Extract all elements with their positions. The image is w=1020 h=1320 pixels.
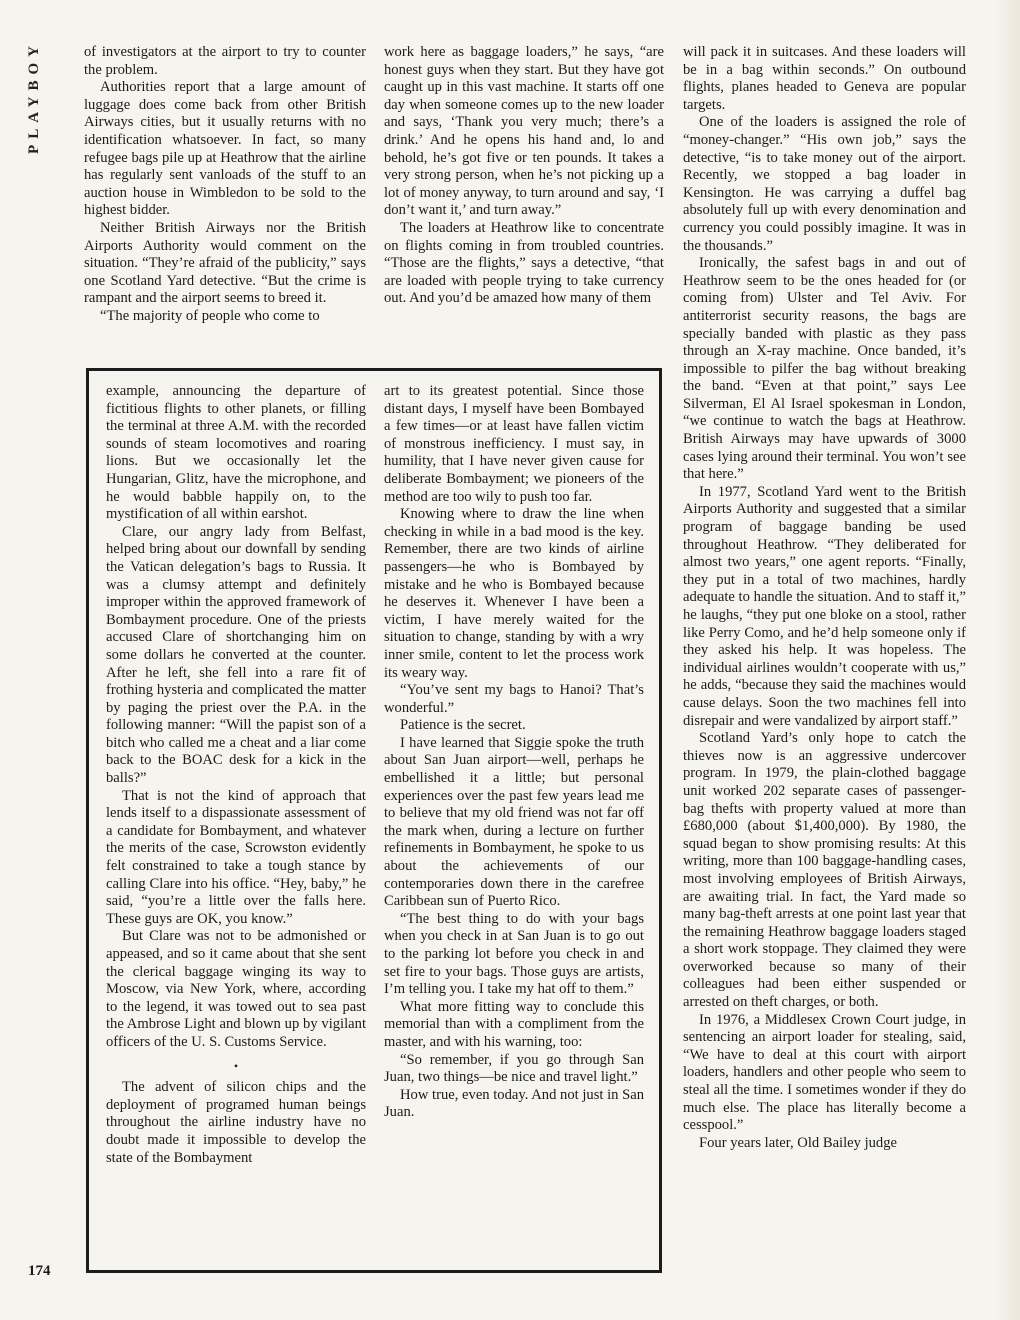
paragraph: That is not the kind of approach that lends itself to a dispassionate assessment of a candidate for Bombayment, and whatever the merits of the case, Scrowston evidently felt constrained to take a tough stance by calling Clare into his office. “Hey, baby,” he said, “you’re a little over the falls here. These guys are OK, you know.” [106,787,366,927]
paragraph: “You’ve sent my bags to Hanoi? That’s wonderful.” [384,682,644,716]
paragraph: Four years later, Old Bailey judge [699,1134,897,1151]
section-break-bullet: • [233,1058,239,1073]
paragraph: In 1977, Scotland Yard went to the British Airports Authority and suggested that a similar program of baggage banding be used throughout Heathrow. “They deliberated for almost two years,” one agent reports. “Finally, they put in a total of two machines, hardly adequate to handle the situation. And to staff it,” he laughs, “they put one bloke on a stool, rather like Perry Como, and he’d help someone only if they asked his help. It was hopeless. The individual airlines wouldn’t cooperate with us,” he adds, “because they said the machines would cause delays. Soon the two machines fell into disrepair and were vandalized by airport staff.” [683,483,966,729]
top-column-2 [384,44,664,308]
sidebar-column-2 [384,383,644,1122]
paragraph: “So remember, if you go through San Juan, two things—be nice and travel light.” [384,1051,644,1086]
paragraph: What more fitting way to conclude this memorial than with a compliment from the master, and with his warning, too: [384,998,644,1050]
page-edge [996,0,1020,1320]
paragraph: Knowing where to draw the line when checking in while in a bad mood is the key. Remember, there are two kinds of airline passengers—he who is Bombayed by mistake and he who is Bombayed because he deserves it. Whenever I have been a victim, I have merely waited for the situation to change, standing by with a wry inner smile, content to let the process work its weary way. [384,506,644,681]
paragraph: The loaders at Heathrow like to concentrate on flights coming in from troubled countries. “Those are the flights,” says a detective, “that are loaded with people trying to take currency out. And you’d be amazed how many of them [384,219,664,307]
paragraph: work here as baggage loaders,” he says, “are honest guys when they start. But they have got caught up in this vast machine. It starts off one day when someone comes up to the new loader and says, ‘Thank you very much; there’s a drink.’ And he opens his hand and, lo and behold, he’s got five or ten pounds. It takes a very strong person, when he’s not picking up a lot of money anyway, to turn around and say, ‘I don’t want it,’ and turn away.” [384,44,664,219]
paragraph: “The best thing to do with your bags when you check in at San Juan is to go out to the parking lot before you check in and set fire to your bags. Those guys are artists, I’m telling you. I take my hat off to them.” [384,910,644,998]
paragraph: Authorities report that a large amount of luggage does come back from other British Airways cities, but it usually returns with no identification whatsoever. In fact, so many refugee bags pile up at Heathrow that the airline has regularly sent vanloads of the stuff to an auction house in Wimbledon to be sold to the highest bidder. [84,79,366,219]
paragraph: Scotland Yard’s only hope to catch the thieves now is an aggressive undercover program. In 1979, the plain-clothed baggage unit worked 202 separate cases of passenger-bag thefts with property valued at more than £680,000 (about $1,400,000). By 1980, the squad began to show promising results: At this writing, more than 100 baggage-handling cases, most involving employees of British Airways, are awaiting trial. In fact, the Yard made so many bag-theft arrests at one point last year that the remaining Heathrow baggage loaders staged a short work stoppage. They claimed they were overworked because so many of their colleagues had been either suspended or arrested on theft charges, or both. [683,730,966,1011]
paragraph: will pack it in suitcases. And these loaders will be in a bag within seconds.” On outbound flights, planes headed to Geneva are popular targets. [683,44,966,113]
paragraph: How true, even today. And not just in San Juan. [384,1086,644,1121]
paragraph: Ironically, the safest bags in and out of Heathrow seem to be the ones headed for (or coming from) Ulster and Tel Aviv. For antiterrorist security reasons, the bags are specially banded with plastic as they pass through an X-ray machine. Once banded, it’s impossible to pilfer the bag without breaking the band. “Even at that point,” says Lee Silverman, El Al Israel spokesman in London, “we continue to watch the bags at Heathrow. British Airways may have upwards of 3000 cases lying around their terminal. You won’t see that here.” [683,255,966,483]
paragraph: of investigators at the airport to try to counter the problem. [84,44,366,78]
paragraph: Neither British Airways nor the British Airports Authority would comment on the situation. “They’re afraid of the publicity,” says one Scotland Yard detective. “But the crime is rampant and the airport seems to breed it. [84,219,366,307]
paragraph: One of the loaders is assigned the role of “money-changer.” “His own job,” says the detective, “is to take money out of the airport. Recently, we stopped a bag loader in Kensington. He was carrying a duffel bag absolutely full up with every denomination and currency you could possibly imagine. It was in the thousands.” [683,114,966,254]
top-column-1 [84,44,366,326]
right-column [683,44,966,1152]
paragraph: The advent of silicon chips and the deployment of programed human beings throughout the airline industry have no doubt made it impossible to develop the state of the Bombayment [106,1079,366,1166]
paragraph: I have learned that Siggie spoke the truth about San Juan airport—well, perhaps he embellished it a little; but personal experiences over the past few years lead me to believe that my old friend was not far off the mark when, during a lecture on further refinements in Bombayment, he spoke to us about the achievements of our contemporaries down there in the carefree Caribbean sun of Puerto Rico. [384,734,644,910]
paragraph: art to its greatest potential. Since those distant days, I myself have been Bombayed a few times—or at least have fallen victim of monstrous inefficiency. I must say, in humility, that I have never given cause for deliberate Bombayment; we pioneers of the method are too wily to push too far. [384,383,644,505]
sidebar-column-1 [106,383,366,1167]
paragraph: Clare, our angry lady from Belfast, helped bring about our downfall by sending the Vatican delegation’s bags to Russia. It was a clumsy attempt and definitely improper within the approved framework of Bombayment procedure. One of the priests accused Clare of shortchanging him on some dollars he converted at the counter. After he left, she fell into a rare fit of frothing hysteria and complicated the matter by paging the priest over the P.A. in the following manner: “Will the papist son of a bitch who called me a cheat and a liar come back to the BOAC desk for a kick in the balls?” [106,523,366,787]
page-number: 174 [28,1263,51,1279]
running-head: PLAYBOY [26,40,42,154]
paragraph: “The majority of people who come to [100,307,320,324]
paragraph: Patience is the secret. [400,717,526,734]
paragraph: In 1976, a Middlesex Crown Court judge, in sentencing an airport loader for stealing, said, “We have to deal at this court with airport loaders, handlers and other people who seem to steal all the time. I sometimes wonder if they do much else. The place has literally become a cesspool.” [683,1011,966,1134]
paragraph: But Clare was not to be admonished or appeased, and so it came about that she sent the clerical baggage winging its way to Moscow, via New York, where, according to the legend, it was towed out to sea past the Ambrose Light and blown up by vigilant officers of the U. S. Customs Service. [106,928,366,1050]
paragraph: example, announcing the departure of fictitious flights to other planets, or filling the terminal at three A.M. with the recorded sounds of steam locomotives and roaring lions. But we occasionally let the Hungarian, Glitz, have the microphone, and he would babble happily on, to the mystification of all within earshot. [106,383,366,523]
